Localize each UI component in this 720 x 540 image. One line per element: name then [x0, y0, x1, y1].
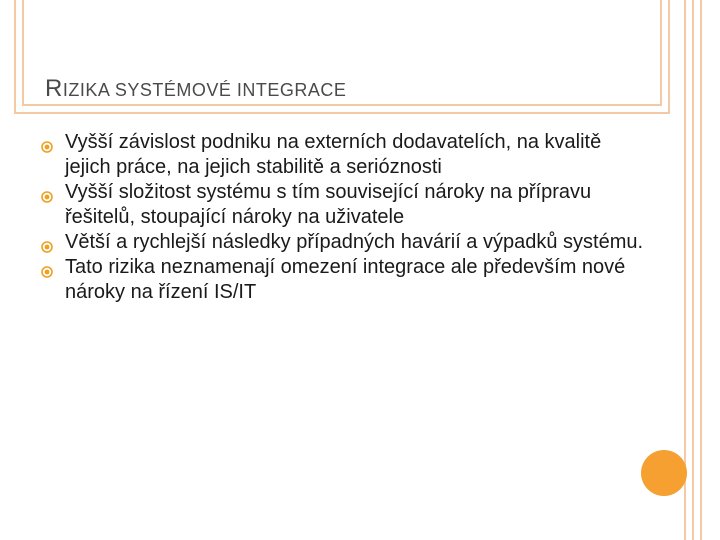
- band-line: [700, 0, 702, 540]
- bullet-text: Větší a rychlejší následky případných havárií a výpadků systému.: [65, 231, 644, 253]
- band-line: [692, 0, 694, 540]
- list-item: [40, 255, 650, 305]
- bullet-text: Vyšší složitost systému s tím související nároky na přípravu řešitelů, stoupající nároky na uživatele: [65, 181, 592, 228]
- title-rest: IZIKA SYSTÉMOVÉ INTEGRACE: [62, 80, 347, 100]
- list-item: [40, 130, 650, 180]
- bullet-list: [40, 130, 650, 305]
- sun-icon: [40, 236, 54, 250]
- list-item: [40, 180, 650, 230]
- title-first-letter: R: [45, 75, 63, 102]
- sun-icon: [40, 261, 54, 275]
- right-decorative-band: [680, 0, 720, 540]
- bullet-text: Vyšší závislost podniku na externích dodavatelích, na kvalitě jejich práce, na jejich stabilitě a serióznosti: [65, 131, 602, 178]
- slide-title: [45, 75, 346, 103]
- orange-circle-decoration: [641, 450, 687, 496]
- sun-icon: [40, 186, 54, 200]
- band-line: [684, 0, 686, 540]
- bullet-text: Tato rizika neznamenají omezení integrace ale především nové nároky na řízení IS/IT: [65, 256, 626, 303]
- sun-icon: [40, 136, 54, 150]
- list-item: [40, 230, 650, 255]
